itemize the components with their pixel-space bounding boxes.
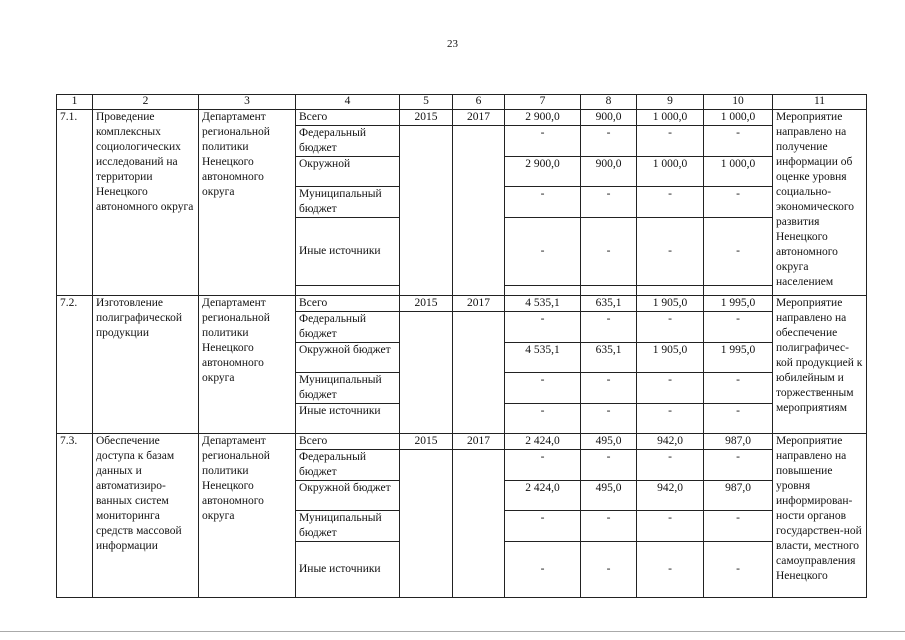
funding-source: Окружной [296, 157, 400, 187]
end-year: 2017 [453, 434, 505, 450]
col-header: 9 [637, 95, 704, 110]
spacer-cell [637, 286, 704, 296]
funding-source: Окружной бюджет [296, 343, 400, 373]
col-header: 2 [93, 95, 199, 110]
col-header: 11 [773, 95, 867, 110]
total-value: - [505, 373, 581, 404]
value-2015: - [581, 126, 637, 157]
value-2017: - [704, 126, 773, 157]
value-2015: - [581, 542, 637, 598]
item-number: 7.2. [57, 296, 93, 434]
total-value: 4 535,1 [505, 296, 581, 312]
funding-source: Иные источники [296, 542, 400, 598]
total-value: - [505, 450, 581, 481]
spacer-cell [704, 286, 773, 296]
value-2017: - [704, 187, 773, 218]
item-title: Проведение комплексных социологических исследований на территории Ненецкого автономного округа [93, 110, 199, 296]
value-2015: - [581, 187, 637, 218]
value-2017: - [704, 404, 773, 434]
value-2017: - [704, 542, 773, 598]
funding-source: Муниципальный бюджет [296, 373, 400, 404]
start-year: 2015 [400, 434, 453, 450]
value-2015: 495,0 [581, 434, 637, 450]
value-2017: 1 995,0 [704, 343, 773, 373]
col-header: 8 [581, 95, 637, 110]
program-table [56, 94, 867, 598]
col-header: 5 [400, 95, 453, 110]
spacer-cell [505, 286, 581, 296]
value-2015: - [581, 218, 637, 286]
spacer-cell [581, 286, 637, 296]
value-2016: - [637, 312, 704, 343]
start-year-empty [400, 450, 453, 598]
total-value: - [505, 218, 581, 286]
value-2016: - [637, 404, 704, 434]
value-2016: - [637, 450, 704, 481]
value-2016: - [637, 126, 704, 157]
value-2015: 495,0 [581, 481, 637, 511]
value-2016: - [637, 511, 704, 542]
start-year-empty [400, 126, 453, 296]
value-2017: 987,0 [704, 481, 773, 511]
value-2015: 900,0 [581, 157, 637, 187]
value-2015: 900,0 [581, 110, 637, 126]
total-value: - [505, 312, 581, 343]
value-2015: - [581, 404, 637, 434]
value-2015: - [581, 373, 637, 404]
funding-source: Муниципальный бюджет [296, 187, 400, 218]
value-2017: - [704, 312, 773, 343]
value-2017: - [704, 373, 773, 404]
col-header: 1 [57, 95, 93, 110]
header-row [57, 95, 867, 110]
value-2016: - [637, 373, 704, 404]
value-2017: 1 000,0 [704, 110, 773, 126]
start-year: 2015 [400, 296, 453, 312]
end-year-empty [453, 312, 505, 434]
end-year-empty [453, 450, 505, 598]
col-header: 6 [453, 95, 505, 110]
item-department: Департамент региональной политики Ненецкого автономного округа [199, 434, 296, 598]
funding-source: Окружной бюджет [296, 481, 400, 511]
value-2017: - [704, 218, 773, 286]
item-department: Департамент региональной политики Ненецкого автономного округа [199, 110, 296, 296]
value-2017: 1 000,0 [704, 157, 773, 187]
funding-source: Федеральный бюджет [296, 450, 400, 481]
value-2016: - [637, 542, 704, 598]
item-department: Департамент региональной политики Ненецкого автономного округа [199, 296, 296, 434]
item-note: Мероприятие направлено на повышение уровня информирован-ности органов государствен-ной власти, местного самоуправления Ненецкого [773, 434, 867, 598]
total-value: 2 424,0 [505, 481, 581, 511]
table-row [57, 110, 867, 126]
end-year: 2017 [453, 296, 505, 312]
value-2016: 1 000,0 [637, 157, 704, 187]
total-value: 2 900,0 [505, 157, 581, 187]
value-2015: - [581, 312, 637, 343]
value-2016: 1 000,0 [637, 110, 704, 126]
value-2015: - [581, 450, 637, 481]
table-row [57, 434, 867, 450]
funding-source: Муниципальный бюджет [296, 511, 400, 542]
funding-source: Всего [296, 110, 400, 126]
value-2015: - [581, 511, 637, 542]
scan-edge-line [0, 631, 905, 632]
value-2016: 1 905,0 [637, 296, 704, 312]
item-note: Мероприятие направлено на обеспечение полиграфичес-кой продукцией к юбилейным и торжественным мероприятиям [773, 296, 867, 434]
funding-source: Федеральный бюджет [296, 312, 400, 343]
funding-source: Иные источники [296, 218, 400, 286]
col-header: 4 [296, 95, 400, 110]
total-value: 4 535,1 [505, 343, 581, 373]
start-year-empty [400, 312, 453, 434]
total-value: - [505, 187, 581, 218]
value-2016: - [637, 218, 704, 286]
value-2017: - [704, 450, 773, 481]
spacer-cell [296, 286, 400, 296]
total-value: 2 424,0 [505, 434, 581, 450]
total-value: 2 900,0 [505, 110, 581, 126]
end-year: 2017 [453, 110, 505, 126]
value-2017: 987,0 [704, 434, 773, 450]
total-value: - [505, 126, 581, 157]
col-header: 7 [505, 95, 581, 110]
funding-source: Федеральный бюджет [296, 126, 400, 157]
value-2017: - [704, 511, 773, 542]
value-2016: 1 905,0 [637, 343, 704, 373]
total-value: - [505, 542, 581, 598]
end-year-empty [453, 126, 505, 296]
col-header: 3 [199, 95, 296, 110]
funding-source: Иные источники [296, 404, 400, 434]
col-header: 10 [704, 95, 773, 110]
funding-source: Всего [296, 296, 400, 312]
item-title: Изготовление полиграфической продукции [93, 296, 199, 434]
item-number: 7.1. [57, 110, 93, 296]
value-2016: 942,0 [637, 434, 704, 450]
item-title: Обеспечение доступа к базам данных и автоматизиро-ванных систем мониторинга средств массовой информации [93, 434, 199, 598]
item-note: Мероприятие направлено на получение информации об оценке уровня социально-экономического развития Ненецкого автономного округа населением [773, 110, 867, 296]
value-2017: 1 995,0 [704, 296, 773, 312]
value-2016: - [637, 187, 704, 218]
value-2015: 635,1 [581, 296, 637, 312]
funding-source: Всего [296, 434, 400, 450]
page-number: 23 [447, 38, 458, 50]
total-value: - [505, 404, 581, 434]
item-number: 7.3. [57, 434, 93, 598]
value-2016: 942,0 [637, 481, 704, 511]
start-year: 2015 [400, 110, 453, 126]
value-2015: 635,1 [581, 343, 637, 373]
table-row [57, 296, 867, 312]
total-value: - [505, 511, 581, 542]
